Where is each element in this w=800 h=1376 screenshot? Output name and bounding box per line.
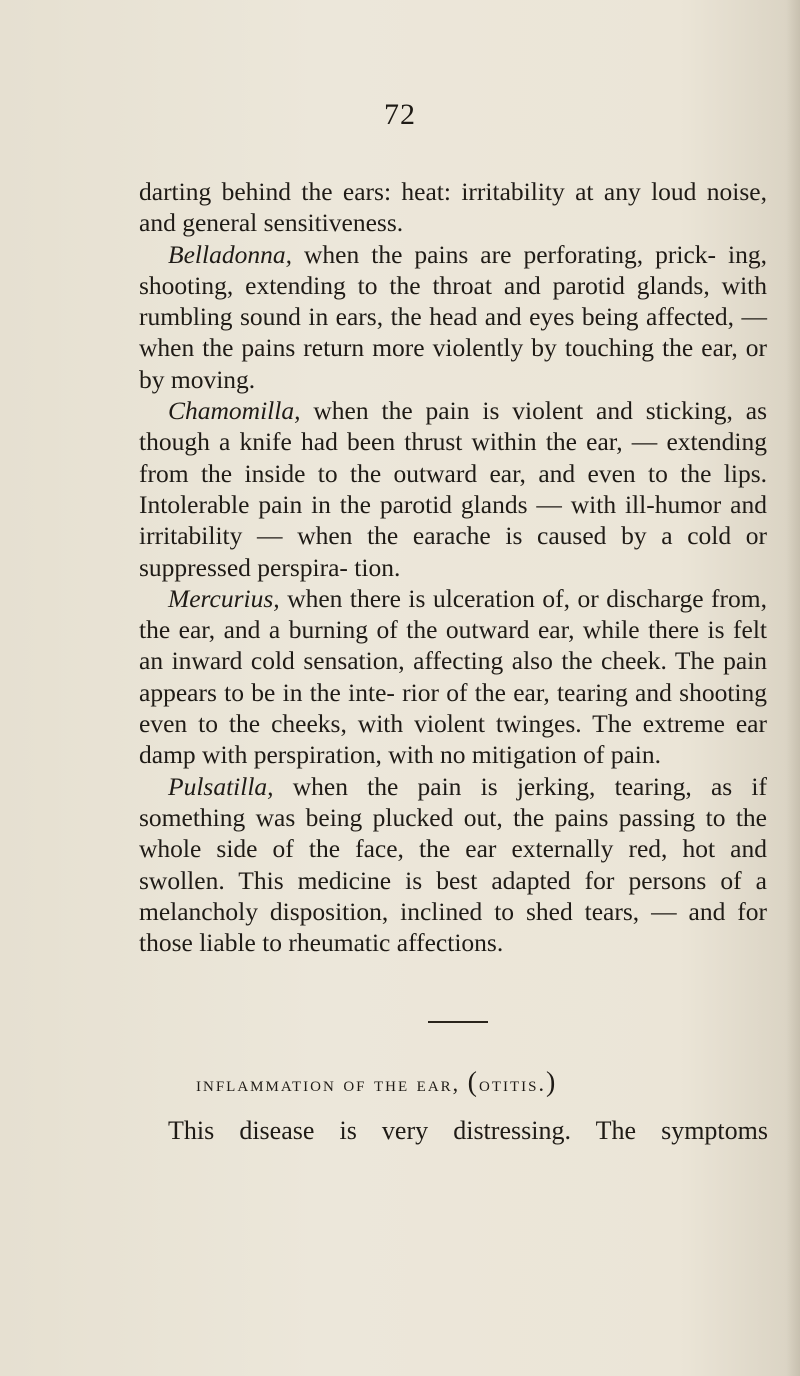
section-heading [196,1067,756,1099]
paragraph-text: when there is ulceration of, or discharge from, the ear, and a burning of the outward ear, while there is felt an inward cold sensation, affecting also the cheek. The pain appears to be in the inte- rior of the ear, tearing and shooting even to the cheeks, with violent twinges. The extreme ear damp with perspiration, with no mitigation of pain. [139,583,767,770]
remedy-name: Pulsatilla, [168,771,274,801]
remedy-name: Chamomilla, [168,396,301,426]
paragraph-text: when the pain is violent and sticking, as though a knife had been thrust within the ear, — extending from the inside to the outward ear, and even to the lips. Intolerable pain in the parotid glands — with ill-humor and irritability — when the earache is caused by a cold or suppressed perspira- tion. [139,396,767,582]
paragraph-mercurius [139,583,767,771]
paragraph-chamomilla [139,395,767,583]
paragraph-text: darting behind the ears: heat: irritability at any loud noise, and general sensitiveness. [139,177,767,238]
remedy-name: Belladonna, [168,239,292,269]
section-heading-paren-word: otitis. [479,1071,546,1096]
paragraph-pulsatilla [139,771,767,959]
paragraph-text: when the pain is jerking, tearing, as if something was being plucked out, the pains passing to the whole side of the face, the ear externally red, hot and swollen. This medicine is best adapted for persons of a melancholy disposition, inclined to shed tears, — and for those liable to rheumatic affections. [139,771,767,958]
section-first-line: This disease is very distressing. The symptoms [168,1116,768,1145]
paragraph-belladonna [139,239,767,395]
paragraph-continuation [139,176,767,239]
section-heading-paren-open: ( [467,1067,479,1098]
remedy-name: Mercurius, [168,583,280,613]
page-number: 72 [384,98,416,131]
section-divider [428,1021,488,1023]
body-text [139,176,767,958]
page-edge-shadow [786,0,800,1376]
section-heading-paren-close: ) [546,1067,558,1098]
paragraph-text: when the pains are perforating, prick- ing, shooting, extending to the throat and parotid glands, with rumbling sound in ears, the head and eyes being affected, — when the pains return more violently by touching the ear, or by moving. [139,239,767,394]
section-heading-main: inflammation of the ear, [196,1071,468,1096]
